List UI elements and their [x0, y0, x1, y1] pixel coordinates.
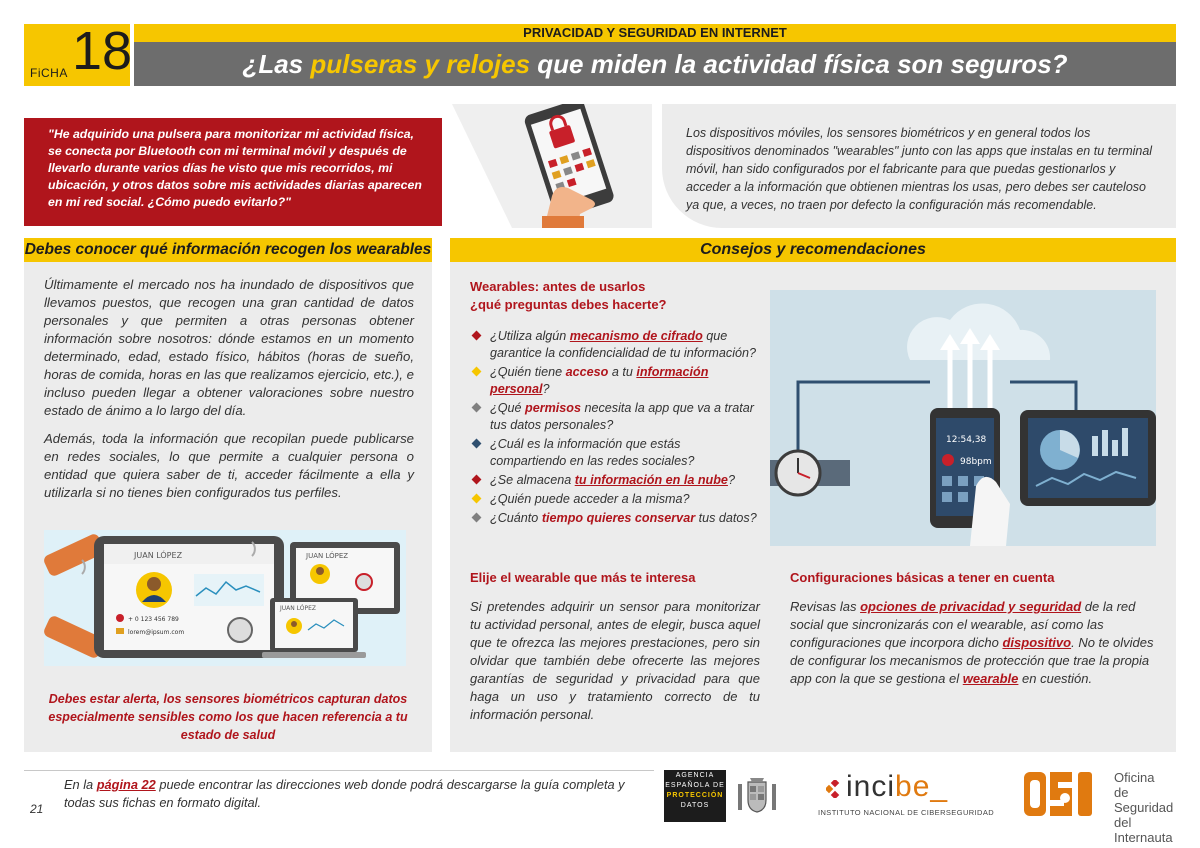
intro-box	[662, 104, 1176, 228]
incibe-logo	[816, 770, 995, 818]
incibe-subtitle: INSTITUTO NACIONAL DE CIBERSEGURIDAD	[818, 808, 995, 817]
list-item: ¿Quién puede acceder a la misma?	[470, 491, 760, 508]
right-section-title: Consejos y recomendaciones	[450, 238, 1176, 262]
left-section-title-bar	[24, 238, 432, 262]
footer-divider	[24, 770, 654, 771]
osi-mark-icon	[1024, 768, 1110, 820]
page-title: ¿Las pulseras y relojes que miden la actividad física son seguros?	[242, 48, 1068, 79]
list-item: ¿Cuál es la información que estás compartiendo en las redes sociales?	[470, 436, 760, 470]
ficha-badge	[24, 21, 133, 86]
link-cifrado[interactable]: mecanismo de cifrado	[569, 329, 703, 343]
osi-logo	[1024, 766, 1176, 845]
profile-name-3: JUAN LÓPEZ	[280, 605, 317, 612]
bullet-diamond-icon	[472, 475, 482, 485]
osi-wordmark: Oficina de Seguridad del Internauta	[1114, 770, 1174, 845]
left-paragraph-1: Últimamente el mercado nos ha inundado de dispositivos que llevamos puestos, que recogen una gran cantidad de datos personales y que permiten a otras personas obtener información sobre nosotros: dónde estamos en un momento determinado, edad, estado físico, hábitos (horas de sueño, horas de comida, horas en las que realizamos ejercicio, etc.), e incluso pueden llegar a obtener valoraciones sobre nuestro estado de ánimo a lo largo del día.	[44, 277, 414, 418]
phone-bpm-readout: 98bpm	[960, 457, 992, 467]
link-wearable[interactable]: wearable	[962, 671, 1019, 686]
list-item: ¿Qué permisos necesita la app que va a tratar tus datos personales?	[470, 400, 760, 434]
incibe-wordmark: incibe_	[846, 770, 949, 803]
elige-heading: Elije el wearable que más te interesa	[470, 570, 696, 585]
elige-text: Si pretendes adquirir un sensor para monitorizar tu actividad personal, antes de elegir, busca aquel que te ofrezca las mejores prestaciones, pero sin olvidar que también debe ofrecerte las mejores garantías de seguridad y privacidad para que haga un uso y tratamiento correcto de tu información personal.	[470, 599, 760, 722]
left-section-title: Debes conocer qué información recogen los wearables	[24, 241, 432, 258]
profile-phone-1: + 0 123 456 789	[128, 616, 179, 623]
config-heading: Configuraciones básicas a tener en cuenta	[790, 570, 1055, 585]
bullet-diamond-icon	[472, 439, 482, 449]
ficha-label: FiCHA	[30, 66, 68, 80]
profile-email-1: lorem@ipsum.com	[128, 629, 185, 636]
footer-text: En la página 22 puede encontrar las direcciones web donde podrá descargarse la guía completa y todas sus fichas en formato digital.	[64, 777, 625, 810]
link-nube[interactable]: tu información en la nube	[574, 473, 728, 487]
section-title: PRIVACIDAD Y SEGURIDAD EN INTERNET	[134, 24, 1176, 42]
quote-text: "He adquirido una pulsera para monitorizar mi actividad física, se conecta por Bluetooth con mi terminal móvil y después de llevarlo durante varios días he visto que mis recorridos, mi ubicación, y otros datos sobre mis actividades diarias aparecen en mi red social. ¿Cómo puedo evitarlo?"	[48, 127, 422, 209]
left-paragraph-2: Además, toda la información que recopilan puede publicarse en redes sociales, lo que permite a cualquier persona o entidad que quiera saber de ti, acceder fácilmente a ella y utilizarla si no tienes bien configurados tus perfiles.	[44, 431, 414, 500]
intro-text: Los dispositivos móviles, los sensores biométricos y en general todos los dispositivos denominados "wearables" junto con las apps que instalas en tu terminal móvil, han sido configurados por el fabricante para que puedas gestionarlos y acceder a la información que obtienen mientras los usas, pero debes ser cauteloso ya que, a veces, no traen por defecto la configuración más recomendable.	[686, 126, 1153, 212]
questions-list	[470, 328, 760, 529]
phone-time-readout: 12:54,38	[946, 435, 987, 445]
link-dispositivo[interactable]: dispositivo	[1002, 635, 1072, 650]
coat-of-arms-icon	[736, 776, 778, 816]
aepd-logo: AGENCIA ESPAÑOLA DE PROTECCIÓN DATOS	[664, 770, 726, 822]
config-text: Revisas las opciones de privacidad y seguridad de la red social que sincronizarás con el wearable, así como las configuraciones que incorpora dicho dispositivo. No te olvides de configurar los mecanismos de protección que trae la propia app con la que se gestiona el wearable en cuestión.	[790, 599, 1154, 686]
profile-name-1: JUAN LÓPEZ	[134, 551, 183, 560]
title-accent: pulseras y relojes	[310, 48, 531, 79]
questions-heading: Wearables: antes de usarlos ¿qué preguntas debes hacerte?	[470, 279, 667, 312]
incibe-diamonds-icon	[826, 780, 844, 798]
profile-name-2: JUAN LÓPEZ	[306, 552, 349, 560]
link-informacion-personal[interactable]: información personal	[490, 365, 709, 396]
list-item: ¿Utiliza algún mecanismo de cifrado que garantice la confidencialidad de tu información?	[470, 328, 760, 362]
left-panel	[24, 262, 432, 752]
health-warning: Debes estar alerta, los sensores biométricos capturan datos especialmente sensibles como los que hacen referencia a tu estado de salud	[48, 692, 408, 742]
ficha-number: 18	[72, 21, 133, 81]
right-panel	[450, 238, 1176, 752]
bullet-diamond-icon	[472, 331, 482, 341]
list-item: ¿Cuánto tiempo quieres conservar tus datos?	[470, 510, 760, 527]
list-item: ¿Quién tiene acceso a tu información personal?	[470, 364, 760, 398]
cloud-wearables-illustration	[770, 290, 1156, 546]
link-opciones-privacidad[interactable]: opciones de privacidad y seguridad	[860, 599, 1082, 614]
phone-lock-illustration	[452, 104, 652, 228]
page-number: 21	[30, 802, 44, 816]
user-quote	[24, 118, 442, 226]
bullet-diamond-icon	[472, 367, 482, 377]
title-bar	[134, 42, 1176, 86]
bullet-diamond-icon	[472, 494, 482, 504]
bullet-diamond-icon	[472, 403, 482, 413]
social-profile-illustration	[44, 530, 406, 666]
bullet-diamond-icon	[472, 513, 482, 523]
link-pagina-22[interactable]: página 22	[96, 777, 156, 792]
list-item: ¿Se almacena tu información en la nube?	[470, 472, 760, 489]
